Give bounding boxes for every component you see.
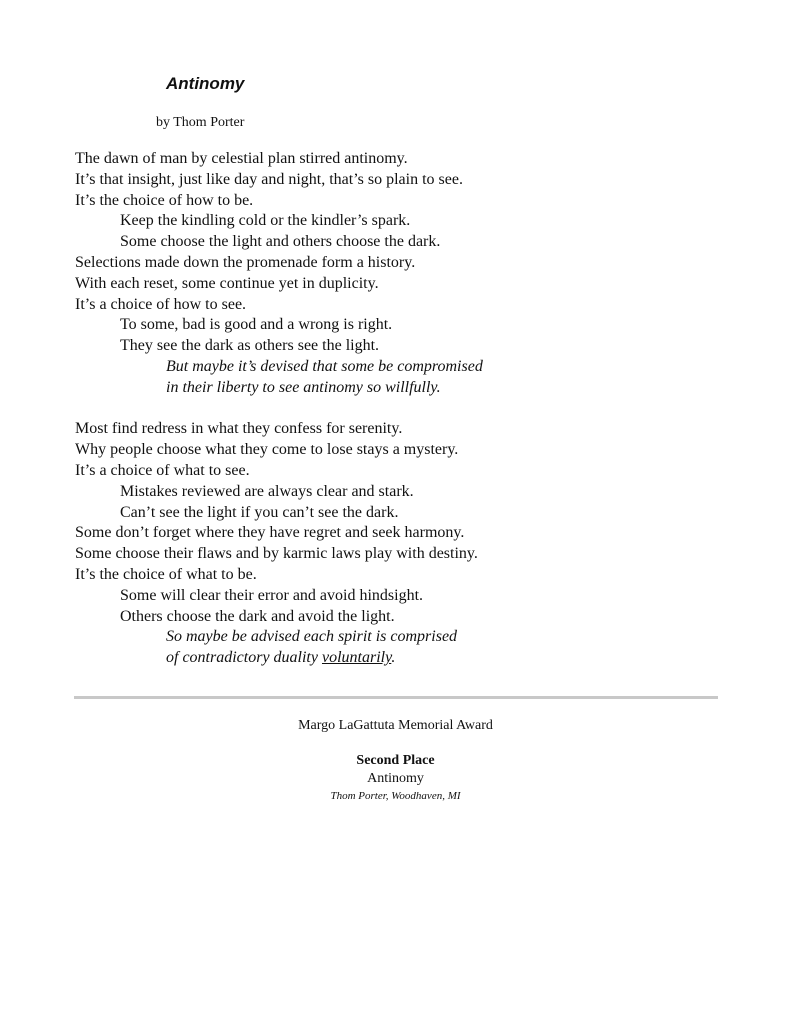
poem-line: To some, bad is good and a wrong is right. xyxy=(120,316,393,334)
poem-line: Some will clear their error and avoid hindsight. xyxy=(120,586,424,604)
poem-line: Others choose the dark and avoid the light. xyxy=(120,607,395,625)
award-place: Second Place xyxy=(356,753,435,768)
poem-line: With each reset, some continue yet in duplicity. xyxy=(75,274,379,292)
poem-line: Why people choose what they come to lose stays a mystery. xyxy=(75,441,459,459)
poem-line: Selections made down the promenade form a history. xyxy=(75,253,416,271)
award-name: Margo LaGattuta Memorial Award xyxy=(298,718,493,733)
poem-line: Keep the kindling cold or the kindler’s spark. xyxy=(120,212,411,230)
poem-line-final xyxy=(75,648,735,669)
poem-line: But maybe it’s devised that some be compromised xyxy=(166,357,483,375)
poem-line: They see the dark as others see the light. xyxy=(120,337,380,355)
poem-line: So maybe be advised each spirit is comprised xyxy=(166,628,458,646)
award-work-title: Antinomy xyxy=(367,771,424,786)
poem-line: Mistakes reviewed are always clear and stark. xyxy=(120,482,414,500)
poem-line: Most find redress in what they confess for serenity. xyxy=(75,420,403,438)
poem-line: It’s that insight, just like day and night, that’s so plain to see. xyxy=(75,170,463,188)
poem-line: It’s a choice of how to see. xyxy=(75,295,247,313)
poem-line: Some don’t forget where they have regret and seek harmony. xyxy=(75,524,465,542)
stanza-break xyxy=(75,399,735,420)
poem-line: in their liberty to see antinomy so willfully. xyxy=(166,378,441,396)
poem-byline: by Thom Porter xyxy=(156,115,245,130)
poem-line: It’s the choice of what to be. xyxy=(75,565,257,583)
poem-line: It’s a choice of what to see. xyxy=(75,461,250,479)
underlined-word: voluntarily xyxy=(321,649,392,667)
horizontal-divider xyxy=(74,696,718,699)
poem-line: It’s the choice of how to be. xyxy=(75,191,254,209)
award-author: Thom Porter, Woodhaven, MI xyxy=(330,790,461,802)
poem-body xyxy=(75,149,735,669)
poem-line: The dawn of man by celestial plan stirred antinomy. xyxy=(75,150,408,167)
poem-line-final-text: of contradictory duality xyxy=(166,649,322,667)
poem-line: Can’t see the light if you can’t see the dark. xyxy=(120,503,399,521)
poem-line: Some choose the light and others choose the dark. xyxy=(120,233,441,251)
final-period: . xyxy=(391,649,396,667)
poem-line: Some choose their flaws and by karmic laws play with destiny. xyxy=(75,545,478,563)
poem-title: Antinomy xyxy=(166,74,245,93)
